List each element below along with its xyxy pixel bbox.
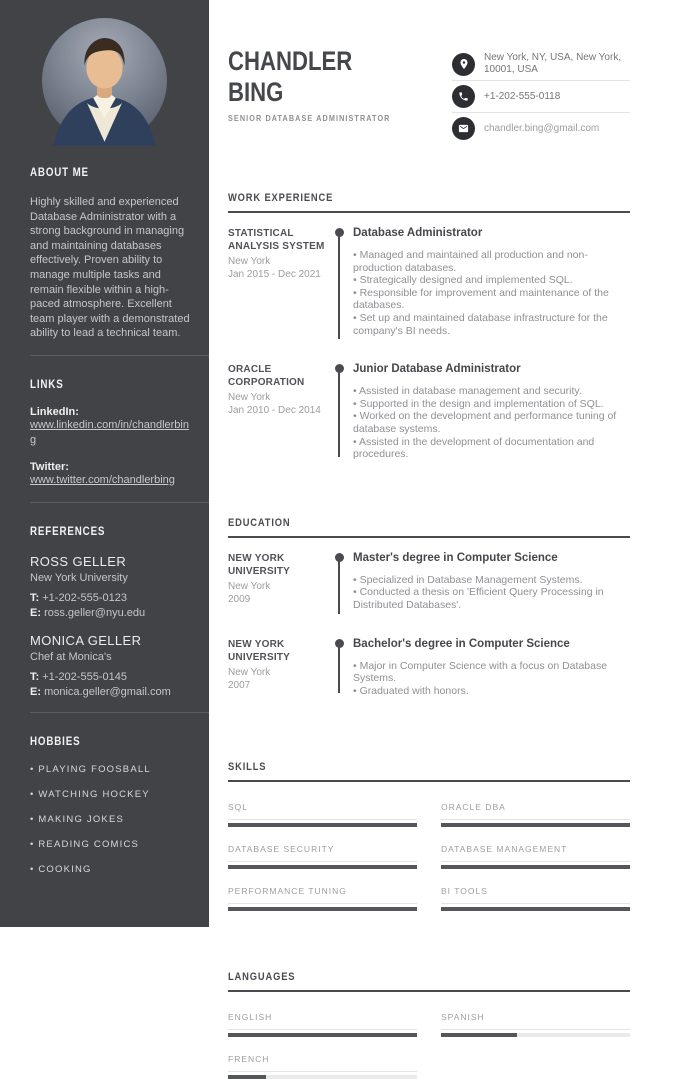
skill-bar (441, 907, 630, 911)
entry-details (353, 363, 630, 461)
skill-item (441, 797, 630, 827)
reference-item (30, 633, 191, 698)
work-experience-heading-text: WORK EXPERIENCE (228, 192, 334, 204)
first-name: CHANDLER (228, 46, 353, 76)
hobby-item: • MAKING JOKES (30, 814, 191, 825)
name-block (228, 46, 452, 144)
education-heading (228, 513, 630, 538)
entry-dates: Jan 2015 - Dec 2021 (228, 269, 321, 280)
link-label-twitter: Twitter: (30, 460, 69, 473)
hobbies-section (0, 732, 209, 875)
hobbies-heading: HOBBIES (30, 735, 81, 748)
language-item (228, 1007, 417, 1037)
language-bar-fill (441, 1033, 517, 1037)
education-entries (228, 552, 630, 710)
timeline-dot (335, 553, 344, 562)
company-name: STATISTICAL ANALYSIS SYSTEM (228, 228, 325, 252)
entry-location: New York (228, 256, 271, 267)
skill-bar-fill (441, 907, 630, 911)
last-name: BING (228, 77, 284, 107)
timeline-dot (335, 364, 344, 373)
bullet-list (353, 574, 630, 612)
skills-section (228, 757, 630, 911)
reference-name: ROSS GELLER (30, 553, 127, 569)
skill-bar-fill (228, 907, 417, 911)
entry-meta (228, 227, 325, 337)
entry-location: New York (228, 392, 271, 404)
timeline (325, 363, 353, 461)
phone-icon (452, 85, 475, 108)
timeline-line (338, 365, 340, 457)
bullet-item: • Worked on the development and performance tuning of database systems. (353, 410, 630, 435)
work-entries (228, 227, 630, 473)
link-label-linkedin: LinkedIn: (30, 405, 79, 418)
school-name: NEW YORK UNIVERSITY (228, 552, 291, 577)
about-heading: ABOUT ME (30, 167, 89, 179)
timeline-line (338, 640, 340, 694)
language-bar (228, 1075, 417, 1079)
skill-bar (441, 823, 630, 827)
divider (30, 355, 209, 356)
education-heading-text: EDUCATION (228, 516, 291, 529)
school-name: NEW YORK UNIVERSITY (228, 638, 291, 663)
language-label: SPANISH (441, 1012, 485, 1023)
timeline (325, 638, 353, 698)
skill-bar (228, 823, 417, 827)
twitter-link[interactable]: www.twitter.com/chandlerbing (30, 473, 175, 486)
email-label: E: (30, 606, 41, 619)
contact-location-text: New York, NY, USA, New York, 10001, USA (484, 52, 622, 75)
divider (30, 712, 209, 713)
email-icon (452, 117, 475, 140)
hobby-item: • COOKING (30, 864, 191, 875)
reference-phone (30, 671, 191, 683)
phone-value: +1-202-555-0145 (42, 670, 127, 683)
contact-row-phone (452, 81, 630, 113)
hobby-item: • WATCHING HOCKEY (30, 789, 191, 800)
education-section (228, 513, 630, 710)
bullet-item: • Graduated with honors. (353, 685, 630, 698)
skill-label: BI TOOLS (441, 886, 488, 897)
bullet-item: • Assisted in the development of documentation and procedures. (353, 436, 630, 461)
email-label: E: (30, 685, 41, 698)
contact-row-email (452, 113, 630, 144)
bullet-item: • Supported in the design and implementation of SQL. (353, 398, 630, 411)
contact-email-text: chandler.bing@gmail.com (484, 122, 600, 134)
main-column (209, 0, 675, 1065)
skill-bar-fill (228, 865, 417, 869)
entry-location: New York (228, 580, 271, 592)
skill-label: ORACLE DBA (441, 802, 506, 813)
languages-heading-text: LANGUAGES (228, 971, 296, 984)
hobby-item: • PLAYING FOOSBALL (30, 764, 191, 775)
bullet-item: • Assisted in database management and security. (353, 385, 630, 398)
contact-phone-text: +1-202-555-0118 (484, 90, 561, 102)
skill-item (441, 881, 630, 911)
entry-dates: Jan 2010 - Dec 2014 (228, 405, 321, 417)
linkedin-link[interactable]: www.linkedin.com/in/chandlerbing (30, 418, 189, 446)
bullet-list (353, 660, 630, 698)
reference-org: New York University (30, 571, 128, 584)
reference-phone (30, 592, 191, 604)
language-bar-fill (228, 1075, 266, 1079)
degree-title: Master's degree in Computer Science (353, 551, 558, 564)
bullet-item: • Specialized in Database Management Systems. (353, 574, 630, 587)
skill-bar-fill (228, 823, 417, 827)
hobby-item: • READING COMICS (30, 839, 191, 850)
phone-label: T: (30, 670, 40, 683)
links-heading: LINKS (30, 378, 64, 391)
skill-bar-fill (441, 865, 630, 869)
timeline-dot (335, 228, 344, 237)
reference-name: MONICA GELLER (30, 632, 142, 648)
skills-grid (228, 797, 630, 911)
timeline-dot (335, 639, 344, 648)
skill-bar-fill (441, 823, 630, 827)
language-bar (441, 1033, 630, 1037)
skill-label: PERFORMANCE TUNING (228, 886, 347, 897)
location-pin-icon (452, 53, 475, 76)
education-entry (228, 552, 630, 638)
skill-bar (228, 865, 417, 869)
bullet-item: • Conducted a thesis on 'Efficient Query Processing in Distributed Databases'. (353, 586, 630, 611)
reference-item (30, 554, 191, 619)
entry-location: New York (228, 666, 271, 678)
bullet-item: • Major in Computer Science with a focus on Database Systems. (353, 660, 630, 685)
profile-photo-illustration (42, 18, 167, 143)
degree-title: Bachelor's degree in Computer Science (353, 637, 570, 650)
languages-section (228, 967, 630, 1079)
language-bar (228, 1033, 417, 1037)
reference-email (30, 686, 191, 698)
contact-row-location (452, 48, 630, 81)
phone-value: +1-202-555-0123 (42, 591, 127, 604)
skill-bar (228, 907, 417, 911)
reference-email (30, 607, 191, 619)
email-value: ross.geller@nyu.edu (44, 606, 146, 619)
about-text: Highly skilled and experienced Database Administrator with a strong background in managing and maintaining databases effectively. Proven ability to manage multiple tasks and remain flexible within a high-paced atmosphere. Excellent team player with a demonstrated ability to lead a technical team. (30, 196, 190, 340)
work-entry (228, 363, 630, 473)
bullet-list (353, 385, 630, 461)
skill-item (228, 797, 417, 827)
skills-heading (228, 757, 630, 782)
entry-details (353, 552, 630, 612)
reference-org: Chef at Monica's (30, 650, 112, 663)
entry-details (353, 227, 630, 337)
about-section (0, 163, 209, 341)
skill-item (228, 839, 417, 869)
contact-block (452, 48, 630, 144)
email-value: monica.geller@gmail.com (44, 685, 171, 698)
position-title: Junior Database Administrator (353, 363, 521, 376)
languages-grid (228, 1007, 630, 1079)
bullet-list (353, 249, 630, 337)
position-title: Database Administrator (353, 227, 483, 239)
skill-item (441, 839, 630, 869)
phone-label: T: (30, 591, 40, 604)
entry-meta (228, 363, 325, 461)
references-section (0, 522, 209, 698)
bullet-item: • Managed and maintained all production and non-production databases. (353, 249, 630, 274)
skill-item (228, 881, 417, 911)
sidebar (0, 0, 209, 927)
work-experience-heading (228, 188, 630, 213)
bullet-item: • Responsible for improvement and maintenance of the databases. (353, 287, 630, 312)
language-label: FRENCH (228, 1054, 270, 1065)
entry-meta (228, 638, 325, 698)
entry-details (353, 638, 630, 698)
language-item (228, 1049, 417, 1079)
entry-dates: 2009 (228, 593, 251, 605)
bullet-item: • Strategically designed and implemented SQL. (353, 274, 630, 287)
skill-label: DATABASE MANAGEMENT (441, 844, 568, 855)
skill-bar (441, 865, 630, 869)
timeline (325, 227, 353, 337)
references-heading: REFERENCES (30, 525, 106, 538)
skill-label: SQL (228, 802, 249, 813)
profile-photo (42, 18, 167, 143)
language-bar-fill (228, 1033, 417, 1037)
entry-meta (228, 552, 325, 612)
languages-heading (228, 967, 630, 992)
timeline (325, 552, 353, 612)
bullet-item: • Set up and maintained database infrastructure for the company's BI needs. (353, 312, 630, 337)
entry-dates: 2007 (228, 679, 251, 691)
header (228, 46, 630, 144)
skills-heading-text: SKILLS (228, 761, 267, 774)
education-entry (228, 638, 630, 710)
job-title: SENIOR DATABASE ADMINISTRATOR (228, 113, 391, 123)
language-label: ENGLISH (228, 1012, 273, 1023)
skill-label: DATABASE SECURITY (228, 844, 335, 855)
work-entry (228, 227, 630, 363)
links-section (0, 375, 209, 488)
company-name: ORACLE CORPORATION (228, 364, 305, 389)
work-experience-section (228, 188, 630, 473)
timeline-line (338, 554, 340, 614)
timeline-line (338, 229, 340, 339)
divider (30, 502, 209, 503)
language-item (441, 1007, 630, 1037)
